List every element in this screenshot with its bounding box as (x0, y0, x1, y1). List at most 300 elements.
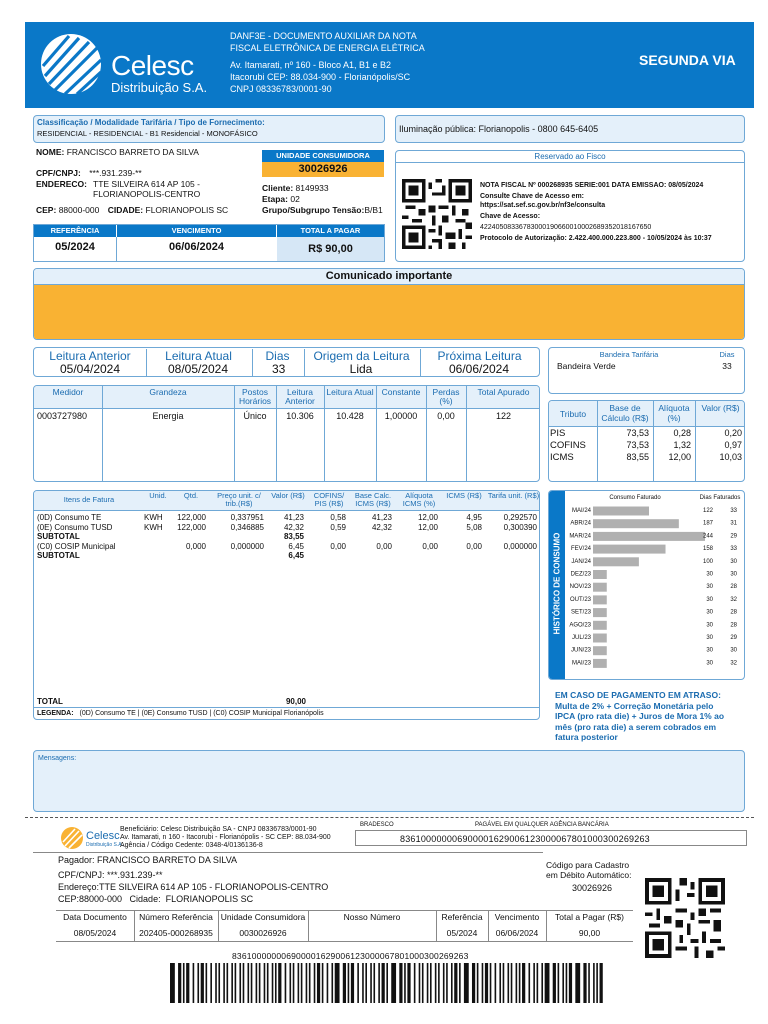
history-bar (593, 595, 607, 604)
items-cell: 0,00 (376, 541, 392, 551)
items-cell: 0,292570 (503, 513, 537, 522)
billing-summary (33, 224, 385, 262)
barcode-bar (499, 963, 501, 1003)
history-value-label: 100 (702, 558, 713, 565)
barcode-bar (382, 963, 385, 1003)
barcode-bar (533, 963, 535, 1003)
client-value: 8149933 (295, 183, 329, 193)
items-cell: 83,55 (283, 532, 304, 541)
barcode-bar (511, 963, 513, 1003)
customer-cep: 88000-000 (58, 205, 100, 215)
barcode-bar (227, 963, 229, 1003)
items-cell: 0,00 (330, 541, 346, 551)
late-notice (555, 690, 745, 743)
tax-cell: 1,32 (673, 440, 691, 450)
barcode-bar (600, 963, 603, 1003)
meter-value-cell: 10.306 (286, 411, 314, 421)
barcode-bar (477, 963, 479, 1003)
barcode-bar (183, 963, 185, 1003)
barcode-bar (490, 963, 492, 1003)
tax-table (548, 400, 745, 482)
barcode-bar (264, 963, 266, 1003)
items-cell: 42,32 (283, 522, 304, 532)
next-reading-value: 06/06/2024 (448, 362, 510, 376)
items-cell: (0E) Consumo TUSD (37, 522, 113, 532)
history-category-label: ABR/24 (570, 520, 591, 527)
history-bar (593, 532, 705, 541)
barcode-bar (201, 963, 204, 1003)
history-days-label: 28 (730, 609, 737, 616)
meter-value-cell: 0,00 (437, 411, 455, 421)
meter-header-cell: Grandeza (149, 387, 187, 397)
barcode-bar (290, 963, 292, 1003)
customer-address-2: FLORIANOPOLIS-CENTRO (93, 189, 201, 199)
history-value-label: 30 (706, 647, 713, 654)
slip-logo-sub: Distribuição S.A. (86, 842, 123, 848)
barcode-bar (566, 963, 568, 1003)
fiscal-box (395, 150, 745, 262)
prev-reading-label: Leitura Anterior (49, 349, 131, 363)
barcode-bar (519, 963, 521, 1003)
barcode-bar (322, 963, 324, 1003)
company-cnpj: CNPJ 08336783/0001-90 (230, 84, 332, 94)
tax-cell: 0,20 (724, 428, 742, 438)
barcode-bar (256, 963, 258, 1003)
flag-label: Bandeira Tarifária (599, 350, 659, 359)
history-days-label: 29 (730, 533, 737, 540)
meter-header-cell: Constante (381, 387, 421, 397)
items-cell: KWH (144, 513, 163, 522)
history-bar (593, 519, 679, 528)
barcode-bar (472, 963, 475, 1003)
client-label: Cliente: (262, 183, 294, 193)
slip-field-value: 08/05/2024 (73, 928, 117, 938)
slip-field-divider (546, 911, 547, 941)
barcode-bar (516, 963, 518, 1003)
slip-debit-code: 30026926 (572, 883, 613, 893)
fiscal-qr-code-icon (402, 179, 472, 249)
tax-cell: PIS (550, 428, 566, 439)
notice-body (34, 285, 744, 340)
history-chart-svg (565, 491, 745, 679)
barcode-bar (522, 963, 525, 1003)
slip-field-label: Nosso Número (343, 912, 401, 922)
items-header-cell: ICMS (R$) (446, 491, 482, 500)
history-category-label: AGO/23 (569, 622, 591, 629)
header-banner (25, 22, 754, 108)
days-label: Dias (252, 349, 302, 376)
barcode-bar (178, 963, 181, 1003)
slip-payer-address: Endereço:TTE SILVEIRA 614 AP 105 - FLORIANOPOLIS-CENTRO (58, 882, 329, 892)
items-header-cell: Itens de Fatura (63, 495, 115, 504)
consumer-unit-value: 30026926 (262, 162, 384, 177)
meter-column-divider (426, 386, 427, 482)
items-cell: (0D) Consumo TE (37, 513, 102, 522)
barcode-bar (301, 963, 303, 1003)
days-value: 33 (272, 362, 286, 376)
barcode-bar (528, 963, 530, 1003)
barcode-bar (575, 963, 580, 1003)
customer-name-row (36, 147, 199, 157)
next-reading-label: Próxima Leitura (420, 349, 538, 376)
barcode-bar (267, 963, 269, 1003)
history-chart (548, 490, 745, 680)
items-table (33, 490, 540, 720)
flag-days-value: 33 (722, 361, 732, 371)
meter-value-cell: Energia (152, 411, 184, 421)
meter-header-cell: Postos Horários (238, 387, 272, 406)
classification-label: Classificação / Modalidade Tarifária / Tipo de Fornecimento: (37, 118, 265, 127)
stage-row (262, 194, 300, 204)
total-label: TOTAL A PAGAR (277, 225, 384, 237)
barcode-bar (541, 963, 543, 1003)
items-cell: 5,08 (466, 522, 482, 532)
meter-value-cell: 1,00000 (384, 411, 418, 421)
history-category-label: JAN/24 (571, 558, 591, 565)
tax-cell: 10,03 (719, 452, 742, 462)
company-name: Celesc (111, 50, 194, 81)
slip-field-divider (134, 911, 135, 941)
tax-cell: COFINS (550, 440, 586, 451)
barcode-bar (537, 963, 539, 1003)
history-bar (593, 557, 639, 566)
slip-field-value: 05/2024 (446, 928, 478, 938)
group-row (262, 205, 383, 215)
items-header-cell: Tarifa unit. (R$) (487, 491, 540, 500)
tax-cell: 12,00 (668, 452, 691, 462)
slip-field-label: Número Referência (139, 912, 213, 922)
client-row (262, 183, 329, 193)
history-side-label: HISTÓRICO DE CONSUMO (552, 532, 562, 635)
history-days-label: 28 (730, 622, 737, 629)
items-cell: 41,23 (283, 513, 304, 522)
history-days-label: 32 (730, 660, 737, 667)
barcode-bar (251, 963, 253, 1003)
fiscal-title: Reservado ao Fisco (396, 152, 744, 163)
reading-box (33, 347, 540, 377)
fiscal-protocol-text: Protocolo de Autorização: 2.422.400.000.223.800 - 10/05/2024 às 10:37 (480, 235, 712, 242)
history-category-label: MAI/23 (571, 660, 591, 667)
meter-column-divider (102, 386, 103, 482)
history-value-label: 244 (702, 533, 713, 540)
history-category-label: DEZ/23 (570, 571, 591, 578)
slip-debit-label-2: em Débito Automático: (546, 870, 632, 880)
group-value: B/B1 (364, 205, 383, 215)
consumer-unit-label: UNIDADE CONSUMIDORA (262, 150, 384, 162)
barcode-bar (351, 963, 354, 1003)
barcode-bar (443, 963, 445, 1003)
meter-header-cell: Perdas (%) (432, 387, 460, 406)
barcode-bar (298, 963, 300, 1003)
tax-cell: 83,55 (626, 452, 649, 462)
slip-barcode (168, 963, 608, 1003)
tax-header-cell: Base de Cálculo (R$) (601, 403, 649, 423)
stage-value: 02 (290, 194, 300, 204)
customer-address-1: TTE SILVEIRA 614 AP 105 - (93, 179, 200, 189)
barcode-bar (482, 963, 484, 1003)
tax-cell: 73,53 (626, 440, 649, 450)
barcode-bar (464, 963, 469, 1003)
customer-name: FRANCISCO BARRETO DA SILVA (66, 147, 199, 157)
history-days-label: 31 (730, 520, 737, 527)
meter-value-cell: Único (243, 411, 267, 421)
group-label: Grupo/Subgrupo Tensão: (262, 205, 365, 215)
barcode-bar (235, 963, 237, 1003)
items-total-value: 90,00 (285, 697, 306, 706)
late-notice-line-4: fatura posterior (555, 732, 618, 742)
meter-header-cell: Medidor (52, 387, 84, 397)
tax-header-cell: Alíquota (%) (658, 403, 690, 423)
customer-cpf-row (36, 168, 142, 178)
history-days-label: 32 (730, 596, 737, 603)
history-bar (593, 608, 607, 617)
history-value-label: 30 (706, 571, 713, 578)
slip-field-divider (218, 911, 219, 941)
late-notice-line-2: IPCA (pro rata die) + Juros de Mora 1% ao (555, 711, 725, 721)
tax-cell: ICMS (550, 452, 574, 463)
curr-reading-label: Leitura Atual (146, 349, 250, 376)
items-cell: 42,32 (371, 522, 392, 532)
items-header-cell: Base Calc. ICMS (R$) (354, 491, 392, 508)
barcode-bar (386, 963, 388, 1003)
barcode-bar (370, 963, 372, 1003)
items-cell: 0,000000 (503, 541, 537, 551)
history-days-title: Dias Faturados (699, 495, 741, 501)
barcode-bar (348, 963, 350, 1003)
barcode-bar (335, 963, 340, 1003)
notice-title: Comunicado importante (34, 269, 744, 285)
meter-column-divider (276, 386, 277, 482)
barcode-bar (365, 963, 367, 1003)
history-bar (593, 545, 666, 554)
barcode-bar (446, 963, 448, 1003)
barcode-bar (399, 963, 402, 1003)
slip-field-label: Vencimento (494, 912, 540, 922)
customer-address-label: ENDERECO: (36, 179, 88, 189)
barcode-bar (215, 963, 217, 1003)
history-value-label: 30 (706, 635, 713, 641)
fiscal-consult-1: Consulte Chave de Acesso em: (480, 193, 584, 200)
barcode-bar (422, 963, 424, 1003)
items-cell: 4,95 (466, 513, 482, 522)
barcode-bar (459, 963, 461, 1003)
stage-label: Etapa: (262, 194, 288, 204)
celesc-logo-icon (39, 32, 103, 96)
items-legend-text: (0D) Consumo TE | (0E) Consumo TUSD | (C0) COSIP Municipal Florianópolis (79, 710, 324, 717)
flag-value: Bandeira Verde (557, 361, 616, 371)
meter-column-divider (376, 386, 377, 482)
barcode-bar (485, 963, 488, 1003)
barcode-bar (331, 963, 333, 1003)
barcode-bar (223, 963, 225, 1003)
items-cell: 0,000000 (230, 541, 264, 551)
slip-payer-cep: CEP:88000-000 Cidade: FLORIANOPOLIS SC (58, 894, 254, 904)
messages-label: Mensagens: (38, 755, 77, 762)
items-legend-divider (34, 707, 540, 708)
items-cell: 0,337951 (230, 513, 264, 522)
fiscal-key-label: Chave de Acesso: (480, 213, 541, 220)
company-address-1: Av. Itamarati, nº 160 - Bloco A1, B1 e B2 (230, 60, 392, 70)
barcode-bar (275, 963, 277, 1003)
barcode-bar (170, 963, 175, 1003)
barcode-bar (206, 963, 208, 1003)
meter-value-cell: 10.428 (336, 411, 364, 421)
reference-label: REFERÊNCIA (34, 225, 116, 237)
history-days-label: 33 (730, 508, 737, 514)
items-cell: 0,346885 (230, 522, 264, 532)
slip-field-label: Referência (441, 912, 483, 922)
barcode-bar (193, 963, 195, 1003)
items-cell: 12,00 (417, 513, 438, 522)
barcode-bar (593, 963, 595, 1003)
history-category-label: MAR/24 (569, 533, 591, 540)
barcode-bar (407, 963, 410, 1003)
barcode-bar (309, 963, 311, 1003)
company-subtitle: Distribuição S.A. (111, 80, 208, 95)
slip-field-divider (436, 911, 437, 941)
history-category-label: JUL/23 (571, 635, 591, 641)
notice-box (33, 268, 745, 340)
items-cell: 0,00 (466, 541, 482, 551)
history-value-label: 30 (706, 660, 713, 667)
history-days-label: 30 (730, 571, 737, 578)
barcode-bar (438, 963, 440, 1003)
history-bar (593, 659, 607, 668)
barcode-bar (272, 963, 274, 1003)
barcode-bar (362, 963, 364, 1003)
barcode-bar (248, 963, 250, 1003)
barcode-bar (357, 963, 359, 1003)
history-days-label: 30 (730, 558, 737, 565)
history-title: Consumo Faturado (609, 495, 661, 501)
slip-debit-label-1: Código para Cadastro (546, 860, 630, 870)
history-bar (593, 583, 607, 592)
slip-field-value: 202405-000268935 (139, 928, 213, 938)
fiscal-nf-line: NOTA FISCAL Nº 000268935 SERIE:001 DATA EMISSAO: 08/05/2024 (480, 182, 704, 189)
items-cell: 122,000 (177, 513, 206, 522)
reference-value: 05/2024 (55, 241, 95, 253)
items-cell: 12,00 (417, 522, 438, 532)
barcode-bar (451, 963, 453, 1003)
barcode-bar (314, 963, 316, 1003)
items-cell: 0,00 (422, 541, 438, 551)
curr-reading-value: 08/05/2024 (167, 362, 229, 376)
barcode-bar (317, 963, 320, 1003)
items-header-cell: Qtd. (183, 491, 199, 500)
history-value-label: 30 (706, 609, 713, 616)
history-category-label: NOV/23 (569, 584, 591, 591)
history-value-label: 187 (702, 520, 713, 527)
barcode-bar (404, 963, 406, 1003)
meter-column-divider (466, 386, 467, 482)
meter-header-cell: Leitura Anterior (285, 387, 315, 406)
tax-cell: 0,28 (673, 428, 691, 438)
barcode-bar (259, 963, 261, 1003)
items-header-cell: Valor (R$) (271, 491, 305, 500)
fiscal-protocol (480, 235, 712, 242)
barcode-bar (243, 963, 245, 1003)
barcode-bar (343, 963, 346, 1003)
slip-logo-icon (60, 826, 84, 850)
history-category-label: SET/23 (570, 609, 591, 616)
slip-field-label: Data Documento (63, 912, 127, 922)
history-category-label: MAI/24 (571, 508, 591, 514)
items-cell: 122,000 (177, 522, 206, 532)
history-bar (593, 646, 607, 655)
history-days-label: 28 (730, 584, 737, 591)
slip-cut-line (25, 817, 754, 818)
items-cell: 0,58 (330, 513, 346, 522)
public-lighting: Iluminação pública: Florianopolis - 0800 645-6405 (399, 124, 599, 134)
total-value: R$ 90,00 (277, 237, 384, 261)
barcode-bar (583, 963, 586, 1003)
barcode-bar (293, 963, 295, 1003)
history-bar (593, 570, 607, 579)
origin-value: Lida (349, 362, 373, 376)
barcode-bar (454, 963, 457, 1003)
barcode-bar (495, 963, 497, 1003)
barcode-bar (278, 963, 281, 1003)
history-days-label: 33 (730, 546, 737, 553)
history-value-label: 30 (706, 622, 713, 629)
meter-value-cell: 0003727980 (37, 411, 88, 421)
history-category-label: JUN/23 (570, 647, 591, 654)
items-cell: 6,45 (288, 541, 304, 551)
barcode-bar (197, 963, 199, 1003)
history-value-label: 158 (702, 546, 713, 553)
history-value-label: 30 (706, 584, 713, 591)
meter-column-divider (234, 386, 235, 482)
barcode-bar (327, 963, 329, 1003)
history-days-label: 29 (730, 635, 737, 641)
tax-cell: 0,97 (724, 440, 742, 450)
items-cell: 0,000 (185, 541, 206, 551)
flag-box (548, 347, 745, 394)
items-header-cell: Unid. (149, 491, 167, 500)
barcode-bar (427, 963, 429, 1003)
tax-header-cell: Valor (R$) (701, 403, 740, 413)
late-notice-line-1: Multa de 2% + Correção Monetária pelo (555, 700, 714, 711)
slip-beneficiary-3: Agência / Código Cedente: 0348-4/0136136-8 (120, 842, 263, 849)
slip-digit-line: 836100000006900001629006123000067801000300269263 (400, 834, 650, 844)
slip-bank-label: BRADESCO (360, 822, 394, 828)
history-category-label: OUT/23 (569, 596, 591, 603)
slip-fields (56, 910, 633, 942)
barcode-bar (218, 963, 220, 1003)
barcode-bar (378, 963, 380, 1003)
meter-table (33, 385, 540, 482)
fiscal-key: 42240508336783000190660010002689352018167650 (480, 224, 652, 231)
slip-payer-cpf: CPF/CNPJ: ***.931.239-** (58, 870, 163, 880)
slip-beneficiary-1: Beneficiário: Celesc Distribuição SA - CNPJ 08336783/0001-90 (120, 826, 317, 833)
barcode-bar (419, 963, 421, 1003)
slip-pay-label: PAGÁVEL EM QUALQUER AGÊNCIA BANCÁRIA (475, 822, 609, 828)
barcode-bar (186, 963, 189, 1003)
items-cell: 0,300390 (503, 522, 537, 532)
customer-cep-row (36, 205, 228, 215)
history-bar (593, 634, 607, 643)
barcode-bar (373, 963, 375, 1003)
slip-field-divider (308, 911, 309, 941)
customer-city-label: CIDADE: (107, 205, 144, 215)
slip-beneficiary-2: Av. Itamarati, n 160 - Itacorubi - Florianópolis - SC CEP: 88.034-900 (120, 834, 331, 841)
barcode-bar (503, 963, 505, 1003)
customer-cpf: ***.931.239-** (89, 168, 142, 178)
items-cell: SUBTOTAL (37, 551, 80, 560)
history-bar (593, 621, 607, 630)
items-header-cell: Alíquota ICMS (%) (402, 491, 436, 508)
tax-cell: 73,53 (626, 428, 649, 438)
